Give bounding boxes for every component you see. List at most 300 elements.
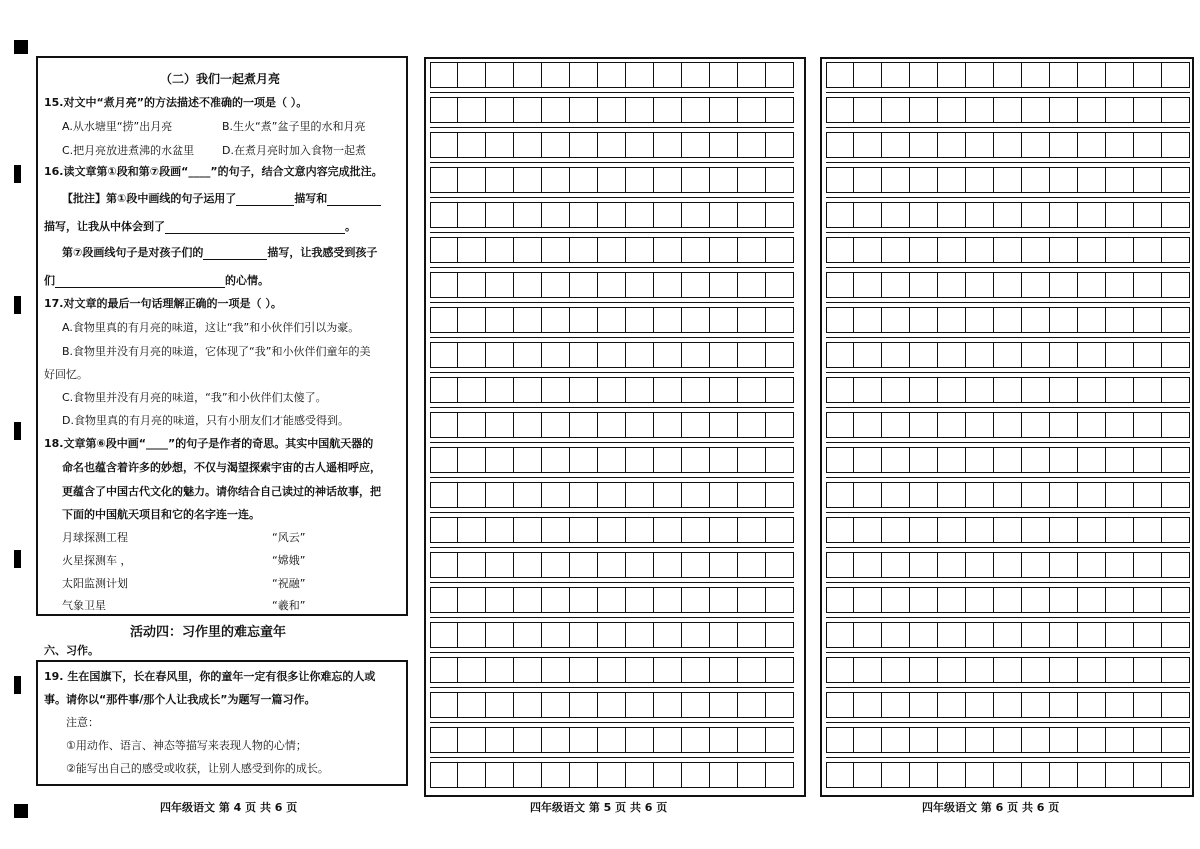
- grid-cell[interactable]: [458, 378, 486, 402]
- grid-cell[interactable]: [1050, 238, 1078, 262]
- grid-cell[interactable]: [626, 728, 654, 752]
- grid-cell[interactable]: [570, 588, 598, 612]
- grid-cell[interactable]: [486, 63, 514, 87]
- grid-cell[interactable]: [542, 728, 570, 752]
- grid-cell[interactable]: [1050, 448, 1078, 472]
- grid-cell[interactable]: [626, 238, 654, 262]
- grid-cell[interactable]: [738, 518, 766, 542]
- grid-cell[interactable]: [542, 378, 570, 402]
- grid-cell[interactable]: [430, 238, 458, 262]
- grid-cell[interactable]: [938, 588, 966, 612]
- grid-cell[interactable]: [1162, 728, 1190, 752]
- grid-cell[interactable]: [570, 168, 598, 192]
- grid-row[interactable]: [430, 762, 794, 788]
- grid-cell[interactable]: [682, 308, 710, 332]
- grid-cell[interactable]: [854, 413, 882, 437]
- grid-cell[interactable]: [430, 378, 458, 402]
- grid-cell[interactable]: [710, 343, 738, 367]
- grid-cell[interactable]: [1106, 168, 1134, 192]
- grid-cell[interactable]: [1134, 518, 1162, 542]
- grid-cell[interactable]: [430, 413, 458, 437]
- grid-cell[interactable]: [1134, 693, 1162, 717]
- grid-cell[interactable]: [910, 308, 938, 332]
- grid-cell[interactable]: [766, 63, 794, 87]
- grid-cell[interactable]: [514, 763, 542, 787]
- grid-cell[interactable]: [654, 623, 682, 647]
- grid-cell[interactable]: [938, 133, 966, 157]
- grid-cell[interactable]: [1106, 623, 1134, 647]
- grid-row[interactable]: [430, 377, 794, 403]
- grid-cell[interactable]: [854, 308, 882, 332]
- grid-cell[interactable]: [654, 448, 682, 472]
- grid-cell[interactable]: [1162, 518, 1190, 542]
- grid-cell[interactable]: [738, 238, 766, 262]
- grid-cell[interactable]: [738, 343, 766, 367]
- grid-cell[interactable]: [542, 623, 570, 647]
- grid-cell[interactable]: [710, 63, 738, 87]
- grid-cell[interactable]: [738, 658, 766, 682]
- grid-cell[interactable]: [710, 483, 738, 507]
- grid-cell[interactable]: [882, 378, 910, 402]
- grid-cell[interactable]: [1022, 763, 1050, 787]
- grid-cell[interactable]: [486, 343, 514, 367]
- grid-cell[interactable]: [514, 728, 542, 752]
- grid-row[interactable]: [430, 622, 794, 648]
- grid-cell[interactable]: [626, 658, 654, 682]
- grid-cell[interactable]: [1050, 378, 1078, 402]
- grid-cell[interactable]: [1134, 413, 1162, 437]
- grid-cell[interactable]: [910, 728, 938, 752]
- grid-cell[interactable]: [570, 308, 598, 332]
- grid-row[interactable]: [430, 727, 794, 753]
- grid-cell[interactable]: [486, 273, 514, 297]
- grid-cell[interactable]: [1134, 273, 1162, 297]
- grid-cell[interactable]: [966, 308, 994, 332]
- grid-cell[interactable]: [938, 413, 966, 437]
- grid-cell[interactable]: [598, 378, 626, 402]
- grid-cell[interactable]: [1078, 203, 1106, 227]
- grid-cell[interactable]: [1078, 273, 1106, 297]
- grid-cell[interactable]: [542, 413, 570, 437]
- grid-cell[interactable]: [966, 693, 994, 717]
- grid-cell[interactable]: [570, 343, 598, 367]
- grid-cell[interactable]: [1134, 553, 1162, 577]
- grid-cell[interactable]: [598, 98, 626, 122]
- grid-cell[interactable]: [598, 343, 626, 367]
- grid-cell[interactable]: [682, 273, 710, 297]
- grid-cell[interactable]: [598, 273, 626, 297]
- grid-cell[interactable]: [1106, 378, 1134, 402]
- grid-cell[interactable]: [710, 308, 738, 332]
- grid-row[interactable]: [430, 657, 794, 683]
- grid-cell[interactable]: [738, 378, 766, 402]
- grid-cell[interactable]: [938, 518, 966, 542]
- grid-row[interactable]: [826, 377, 1190, 403]
- grid-cell[interactable]: [882, 658, 910, 682]
- grid-cell[interactable]: [626, 98, 654, 122]
- grid-cell[interactable]: [486, 658, 514, 682]
- grid-cell[interactable]: [514, 378, 542, 402]
- grid-cell[interactable]: [1078, 133, 1106, 157]
- grid-cell[interactable]: [966, 588, 994, 612]
- grid-cell[interactable]: [854, 133, 882, 157]
- grid-cell[interactable]: [826, 273, 854, 297]
- grid-cell[interactable]: [938, 623, 966, 647]
- grid-cell[interactable]: [514, 553, 542, 577]
- grid-cell[interactable]: [1162, 308, 1190, 332]
- grid-cell[interactable]: [766, 343, 794, 367]
- grid-cell[interactable]: [966, 623, 994, 647]
- grid-cell[interactable]: [626, 623, 654, 647]
- grid-row[interactable]: [430, 167, 794, 193]
- grid-cell[interactable]: [854, 98, 882, 122]
- grid-cell[interactable]: [1162, 203, 1190, 227]
- grid-cell[interactable]: [430, 343, 458, 367]
- grid-cell[interactable]: [430, 203, 458, 227]
- grid-cell[interactable]: [626, 448, 654, 472]
- grid-cell[interactable]: [826, 413, 854, 437]
- grid-cell[interactable]: [882, 483, 910, 507]
- grid-cell[interactable]: [458, 413, 486, 437]
- grid-row[interactable]: [826, 202, 1190, 228]
- grid-cell[interactable]: [882, 98, 910, 122]
- grid-cell[interactable]: [826, 518, 854, 542]
- grid-cell[interactable]: [430, 168, 458, 192]
- grid-cell[interactable]: [938, 658, 966, 682]
- grid-cell[interactable]: [486, 728, 514, 752]
- grid-cell[interactable]: [1134, 763, 1162, 787]
- grid-cell[interactable]: [938, 308, 966, 332]
- grid-cell[interactable]: [1106, 203, 1134, 227]
- grid-cell[interactable]: [854, 728, 882, 752]
- grid-cell[interactable]: [710, 763, 738, 787]
- grid-cell[interactable]: [882, 763, 910, 787]
- grid-cell[interactable]: [966, 658, 994, 682]
- grid-cell[interactable]: [626, 168, 654, 192]
- grid-row[interactable]: [826, 97, 1190, 123]
- grid-cell[interactable]: [1106, 588, 1134, 612]
- grid-cell[interactable]: [626, 693, 654, 717]
- grid-cell[interactable]: [626, 763, 654, 787]
- grid-cell[interactable]: [1078, 238, 1106, 262]
- grid-cell[interactable]: [570, 203, 598, 227]
- match-left-item[interactable]: 气象卫星: [62, 599, 106, 612]
- grid-cell[interactable]: [1134, 448, 1162, 472]
- grid-cell[interactable]: [710, 658, 738, 682]
- grid-cell[interactable]: [430, 518, 458, 542]
- grid-cell[interactable]: [1078, 658, 1106, 682]
- grid-cell[interactable]: [598, 448, 626, 472]
- grid-cell[interactable]: [1078, 693, 1106, 717]
- answer-blank[interactable]: [55, 276, 225, 288]
- grid-cell[interactable]: [994, 518, 1022, 542]
- grid-row[interactable]: [826, 762, 1190, 788]
- grid-cell[interactable]: [430, 623, 458, 647]
- grid-cell[interactable]: [486, 308, 514, 332]
- grid-cell[interactable]: [654, 238, 682, 262]
- grid-cell[interactable]: [1162, 378, 1190, 402]
- grid-cell[interactable]: [710, 448, 738, 472]
- grid-cell[interactable]: [854, 203, 882, 227]
- grid-cell[interactable]: [710, 168, 738, 192]
- grid-cell[interactable]: [486, 553, 514, 577]
- grid-cell[interactable]: [766, 658, 794, 682]
- grid-cell[interactable]: [966, 63, 994, 87]
- grid-cell[interactable]: [1162, 168, 1190, 192]
- grid-cell[interactable]: [710, 203, 738, 227]
- grid-cell[interactable]: [514, 658, 542, 682]
- grid-cell[interactable]: [966, 133, 994, 157]
- grid-cell[interactable]: [458, 658, 486, 682]
- grid-cell[interactable]: [766, 483, 794, 507]
- grid-cell[interactable]: [882, 413, 910, 437]
- grid-row[interactable]: [430, 517, 794, 543]
- grid-cell[interactable]: [738, 273, 766, 297]
- grid-cell[interactable]: [994, 553, 1022, 577]
- grid-cell[interactable]: [542, 63, 570, 87]
- grid-cell[interactable]: [910, 588, 938, 612]
- grid-cell[interactable]: [486, 588, 514, 612]
- grid-cell[interactable]: [654, 98, 682, 122]
- grid-row[interactable]: [826, 482, 1190, 508]
- grid-row[interactable]: [826, 167, 1190, 193]
- grid-cell[interactable]: [994, 308, 1022, 332]
- grid-cell[interactable]: [1022, 238, 1050, 262]
- grid-cell[interactable]: [910, 413, 938, 437]
- grid-cell[interactable]: [826, 63, 854, 87]
- grid-cell[interactable]: [514, 63, 542, 87]
- grid-cell[interactable]: [1106, 483, 1134, 507]
- grid-cell[interactable]: [1106, 273, 1134, 297]
- grid-cell[interactable]: [910, 343, 938, 367]
- grid-cell[interactable]: [654, 308, 682, 332]
- grid-cell[interactable]: [514, 448, 542, 472]
- grid-cell[interactable]: [826, 168, 854, 192]
- grid-cell[interactable]: [654, 553, 682, 577]
- grid-cell[interactable]: [654, 168, 682, 192]
- grid-cell[interactable]: [542, 588, 570, 612]
- grid-cell[interactable]: [458, 63, 486, 87]
- grid-cell[interactable]: [966, 98, 994, 122]
- grid-cell[interactable]: [826, 763, 854, 787]
- grid-cell[interactable]: [654, 133, 682, 157]
- grid-cell[interactable]: [458, 623, 486, 647]
- grid-cell[interactable]: [682, 63, 710, 87]
- grid-cell[interactable]: [1162, 448, 1190, 472]
- grid-cell[interactable]: [458, 343, 486, 367]
- grid-cell[interactable]: [682, 168, 710, 192]
- grid-row[interactable]: [826, 447, 1190, 473]
- grid-cell[interactable]: [654, 343, 682, 367]
- match-left-item[interactable]: 火星探测车 ，: [62, 554, 132, 567]
- grid-cell[interactable]: [738, 308, 766, 332]
- grid-cell[interactable]: [458, 588, 486, 612]
- grid-cell[interactable]: [1106, 343, 1134, 367]
- grid-cell[interactable]: [910, 693, 938, 717]
- grid-cell[interactable]: [738, 728, 766, 752]
- grid-cell[interactable]: [766, 588, 794, 612]
- grid-cell[interactable]: [766, 763, 794, 787]
- match-right-item[interactable]: “羲和”: [272, 599, 306, 612]
- grid-cell[interactable]: [826, 588, 854, 612]
- grid-cell[interactable]: [542, 763, 570, 787]
- grid-cell[interactable]: [598, 483, 626, 507]
- grid-cell[interactable]: [682, 133, 710, 157]
- grid-cell[interactable]: [1050, 203, 1078, 227]
- grid-cell[interactable]: [542, 308, 570, 332]
- grid-cell[interactable]: [458, 98, 486, 122]
- grid-cell[interactable]: [542, 168, 570, 192]
- grid-cell[interactable]: [910, 448, 938, 472]
- grid-cell[interactable]: [458, 238, 486, 262]
- grid-cell[interactable]: [994, 98, 1022, 122]
- grid-row[interactable]: [826, 552, 1190, 578]
- grid-cell[interactable]: [994, 273, 1022, 297]
- grid-cell[interactable]: [486, 483, 514, 507]
- grid-cell[interactable]: [854, 483, 882, 507]
- grid-cell[interactable]: [826, 623, 854, 647]
- grid-cell[interactable]: [682, 238, 710, 262]
- grid-cell[interactable]: [738, 693, 766, 717]
- writing-grid[interactable]: [430, 62, 796, 792]
- grid-cell[interactable]: [910, 133, 938, 157]
- grid-cell[interactable]: [966, 448, 994, 472]
- grid-cell[interactable]: [910, 763, 938, 787]
- grid-cell[interactable]: [458, 518, 486, 542]
- grid-cell[interactable]: [882, 133, 910, 157]
- grid-cell[interactable]: [486, 623, 514, 647]
- grid-row[interactable]: [430, 272, 794, 298]
- grid-cell[interactable]: [1050, 98, 1078, 122]
- grid-cell[interactable]: [1022, 728, 1050, 752]
- grid-cell[interactable]: [854, 448, 882, 472]
- grid-cell[interactable]: [882, 273, 910, 297]
- grid-cell[interactable]: [682, 518, 710, 542]
- grid-cell[interactable]: [626, 518, 654, 542]
- grid-cell[interactable]: [1078, 98, 1106, 122]
- grid-cell[interactable]: [1162, 133, 1190, 157]
- grid-cell[interactable]: [1134, 378, 1162, 402]
- grid-row[interactable]: [826, 307, 1190, 333]
- grid-cell[interactable]: [682, 693, 710, 717]
- grid-cell[interactable]: [598, 308, 626, 332]
- grid-cell[interactable]: [654, 658, 682, 682]
- grid-row[interactable]: [430, 447, 794, 473]
- grid-cell[interactable]: [738, 483, 766, 507]
- grid-cell[interactable]: [542, 133, 570, 157]
- grid-cell[interactable]: [458, 483, 486, 507]
- grid-cell[interactable]: [682, 553, 710, 577]
- grid-cell[interactable]: [766, 308, 794, 332]
- grid-cell[interactable]: [738, 763, 766, 787]
- grid-row[interactable]: [430, 202, 794, 228]
- grid-cell[interactable]: [766, 98, 794, 122]
- grid-cell[interactable]: [910, 518, 938, 542]
- grid-cell[interactable]: [1106, 518, 1134, 542]
- grid-cell[interactable]: [966, 413, 994, 437]
- grid-cell[interactable]: [654, 378, 682, 402]
- grid-cell[interactable]: [1106, 238, 1134, 262]
- grid-cell[interactable]: [514, 588, 542, 612]
- grid-cell[interactable]: [514, 343, 542, 367]
- grid-cell[interactable]: [458, 203, 486, 227]
- grid-cell[interactable]: [626, 588, 654, 612]
- grid-cell[interactable]: [598, 693, 626, 717]
- grid-cell[interactable]: [938, 238, 966, 262]
- grid-cell[interactable]: [1050, 133, 1078, 157]
- grid-cell[interactable]: [766, 728, 794, 752]
- grid-cell[interactable]: [882, 553, 910, 577]
- grid-cell[interactable]: [938, 168, 966, 192]
- grid-cell[interactable]: [598, 63, 626, 87]
- writing-grid[interactable]: [826, 62, 1192, 792]
- grid-cell[interactable]: [1022, 483, 1050, 507]
- grid-cell[interactable]: [1162, 693, 1190, 717]
- grid-cell[interactable]: [542, 553, 570, 577]
- grid-cell[interactable]: [626, 273, 654, 297]
- grid-row[interactable]: [826, 132, 1190, 158]
- grid-cell[interactable]: [854, 553, 882, 577]
- grid-cell[interactable]: [1050, 763, 1078, 787]
- grid-cell[interactable]: [682, 413, 710, 437]
- answer-blank[interactable]: [236, 194, 294, 206]
- grid-cell[interactable]: [1106, 553, 1134, 577]
- grid-cell[interactable]: [570, 693, 598, 717]
- grid-cell[interactable]: [738, 168, 766, 192]
- match-right-item[interactable]: “风云”: [272, 531, 306, 544]
- grid-cell[interactable]: [994, 588, 1022, 612]
- answer-blank[interactable]: [165, 222, 345, 234]
- grid-cell[interactable]: [738, 203, 766, 227]
- grid-cell[interactable]: [1162, 623, 1190, 647]
- grid-cell[interactable]: [854, 623, 882, 647]
- grid-cell[interactable]: [882, 238, 910, 262]
- grid-row[interactable]: [430, 307, 794, 333]
- grid-cell[interactable]: [458, 448, 486, 472]
- grid-cell[interactable]: [882, 343, 910, 367]
- grid-cell[interactable]: [1162, 98, 1190, 122]
- grid-cell[interactable]: [994, 63, 1022, 87]
- grid-cell[interactable]: [1106, 308, 1134, 332]
- grid-cell[interactable]: [766, 553, 794, 577]
- grid-cell[interactable]: [994, 693, 1022, 717]
- grid-row[interactable]: [826, 237, 1190, 263]
- grid-cell[interactable]: [598, 763, 626, 787]
- grid-cell[interactable]: [1162, 413, 1190, 437]
- grid-cell[interactable]: [854, 343, 882, 367]
- grid-cell[interactable]: [710, 273, 738, 297]
- grid-cell[interactable]: [458, 728, 486, 752]
- grid-cell[interactable]: [1134, 588, 1162, 612]
- grid-cell[interactable]: [710, 413, 738, 437]
- grid-cell[interactable]: [1162, 553, 1190, 577]
- grid-cell[interactable]: [1134, 308, 1162, 332]
- grid-cell[interactable]: [570, 483, 598, 507]
- grid-cell[interactable]: [1022, 623, 1050, 647]
- grid-cell[interactable]: [598, 588, 626, 612]
- grid-cell[interactable]: [710, 518, 738, 542]
- grid-cell[interactable]: [1078, 763, 1106, 787]
- grid-cell[interactable]: [882, 693, 910, 717]
- grid-cell[interactable]: [738, 63, 766, 87]
- answer-blank[interactable]: [203, 248, 267, 260]
- grid-cell[interactable]: [1022, 378, 1050, 402]
- grid-cell[interactable]: [514, 483, 542, 507]
- grid-cell[interactable]: [738, 588, 766, 612]
- grid-cell[interactable]: [458, 763, 486, 787]
- grid-cell[interactable]: [1162, 483, 1190, 507]
- grid-cell[interactable]: [966, 203, 994, 227]
